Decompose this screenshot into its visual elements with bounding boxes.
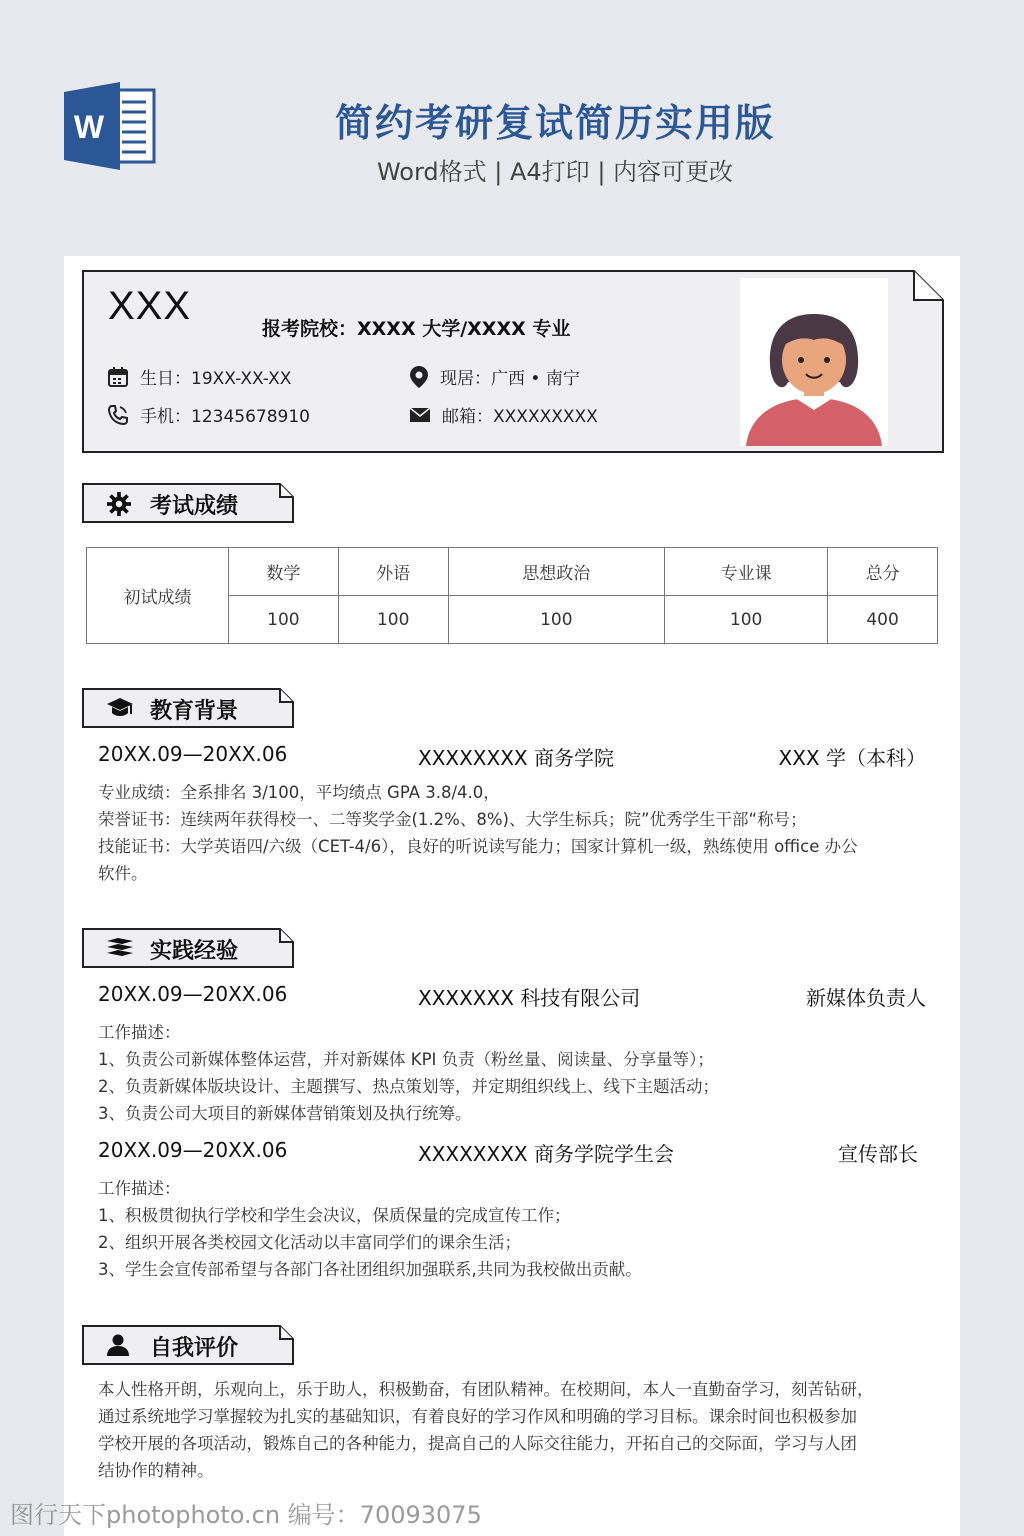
list-item: 工作描述： (98, 1179, 181, 1198)
practice-period: 20XX.09—20XX.06 (98, 1138, 288, 1162)
word-logo-icon (64, 82, 156, 170)
list-item: 技能证书：大学英语四/六级（CET-4/6），良好的听说读写能力；国家计算机一级，熟练使用 office 办公 (98, 837, 858, 856)
self-evaluation-text (98, 1376, 928, 1484)
table-column-header: 总分 (828, 548, 938, 596)
envelope-icon (410, 407, 430, 423)
banner-subtitle: Word格式 | A4打印 | 内容可更改 (376, 158, 734, 186)
list-item: 3、学生会宣传部希望与各部门各社团组织加强联系,共同为我校做出贡献。 (98, 1260, 642, 1279)
list-item: 学校开展的各项活动，锻炼自己的各种能力，提高自己的人际交往能力，开拓自己的交际面，学习与人团 (98, 1434, 857, 1453)
section-header-practice (82, 928, 294, 968)
table-row-header: 初试成绩 (87, 548, 229, 644)
table-cell: 100 (665, 596, 828, 644)
target-school: 报考院校：XXXX 大学/XXXX 专业 (262, 318, 571, 340)
section-title-practice: 实践经验 (150, 939, 239, 964)
layers-icon (106, 937, 134, 959)
section-title-education: 教育背景 (150, 699, 239, 724)
calendar-icon (108, 367, 128, 387)
table-column-header: 专业课 (665, 548, 828, 596)
section-header-scores (82, 483, 294, 523)
table-cell: 100 (229, 596, 339, 644)
list-item: 1、积极贯彻执行学校和学生会决议，保质保量的完成宣传工作； (98, 1206, 571, 1225)
education-details (98, 779, 928, 887)
user-icon (106, 1334, 130, 1356)
practice-org: XXXXXXX 科技有限公司 (418, 986, 641, 1010)
list-item: 软件。 (98, 864, 148, 883)
practice-role: 新媒体负责人 (806, 986, 926, 1010)
list-item: 专业成绩：全系排名 3/100，平均绩点 GPA 3.8/4.0， (98, 783, 500, 802)
list-item: 荣誉证书：连续两年获得校一、二等奖学金(1.2%、8%)、大学生标兵；院”优秀学生干部“称号； (98, 810, 807, 829)
list-item: 本人性格开朗，乐观向上，乐于助人，积极勤奋，有团队精神。在校期间，本人一直勤奋学习，刻苦钻研， (98, 1380, 874, 1399)
table-cell: 100 (448, 596, 664, 644)
table-column-header: 外语 (338, 548, 448, 596)
residence-field: 现居：广西 • 南宁 (410, 364, 580, 389)
practice-org: XXXXXXXX 商务学院学生会 (418, 1142, 674, 1166)
list-item: 通过系统地学习掌握较为扎实的基础知识，有着良好的学习作风和明确的学习目标。课余时间也积极参加 (98, 1407, 857, 1426)
practice-details (98, 1175, 928, 1283)
list-item: 工作描述： (98, 1023, 181, 1042)
phone-field: 手机：12345678910 (108, 402, 310, 427)
practice-period: 20XX.09—20XX.06 (98, 982, 288, 1006)
scores-table (86, 547, 938, 644)
section-header-self (82, 1325, 294, 1365)
birthday-field: 生日：19XX-XX-XX (108, 364, 291, 389)
list-item: 1、负责公司新媒体整体运营，并对新媒体 KPI 负责（粉丝量、阅读量、分享量等）； (98, 1050, 714, 1069)
list-item: 结协作的精神。 (98, 1461, 214, 1480)
watermark: 图行天下photophoto.cn 编号：70093075 (10, 1501, 482, 1529)
svg-text:W: W (73, 109, 105, 145)
section-title-self: 自我评价 (150, 1336, 239, 1361)
graduation-cap-icon (106, 697, 134, 719)
table-column-header: 数学 (229, 548, 339, 596)
section-title-scores: 考试成绩 (150, 494, 239, 519)
banner-title: 简约考研复试简历实用版 (334, 101, 775, 145)
practice-details (98, 1019, 928, 1127)
practice-role: 宣传部长 (838, 1142, 918, 1166)
profile-card (82, 270, 944, 453)
resume-page (64, 256, 960, 1536)
table-cell: 400 (828, 596, 938, 644)
gear-icon (106, 492, 132, 516)
list-item: 2、组织开展各类校园文化活动以丰富同学们的课余生活； (98, 1233, 521, 1252)
table-cell: 100 (338, 596, 448, 644)
list-item: 2、负责新媒体版块设计、主题撰写、热点策划等，并定期组织线上、线下主题活动； (98, 1077, 719, 1096)
list-item: 3、负责公司大项目的新媒体营销策划及执行统筹。 (98, 1104, 472, 1123)
email-field: 邮箱：XXXXXXXXX (410, 402, 598, 427)
education-school: XXXXXXXX 商务学院 (418, 746, 614, 770)
avatar (740, 278, 888, 446)
section-header-education (82, 688, 294, 728)
phone-icon (108, 405, 128, 425)
candidate-name: XXX (108, 284, 192, 328)
table-column-header: 思想政治 (448, 548, 664, 596)
education-degree: XXX 学（本科） (778, 746, 926, 770)
location-pin-icon (410, 366, 428, 388)
education-period: 20XX.09—20XX.06 (98, 742, 288, 766)
